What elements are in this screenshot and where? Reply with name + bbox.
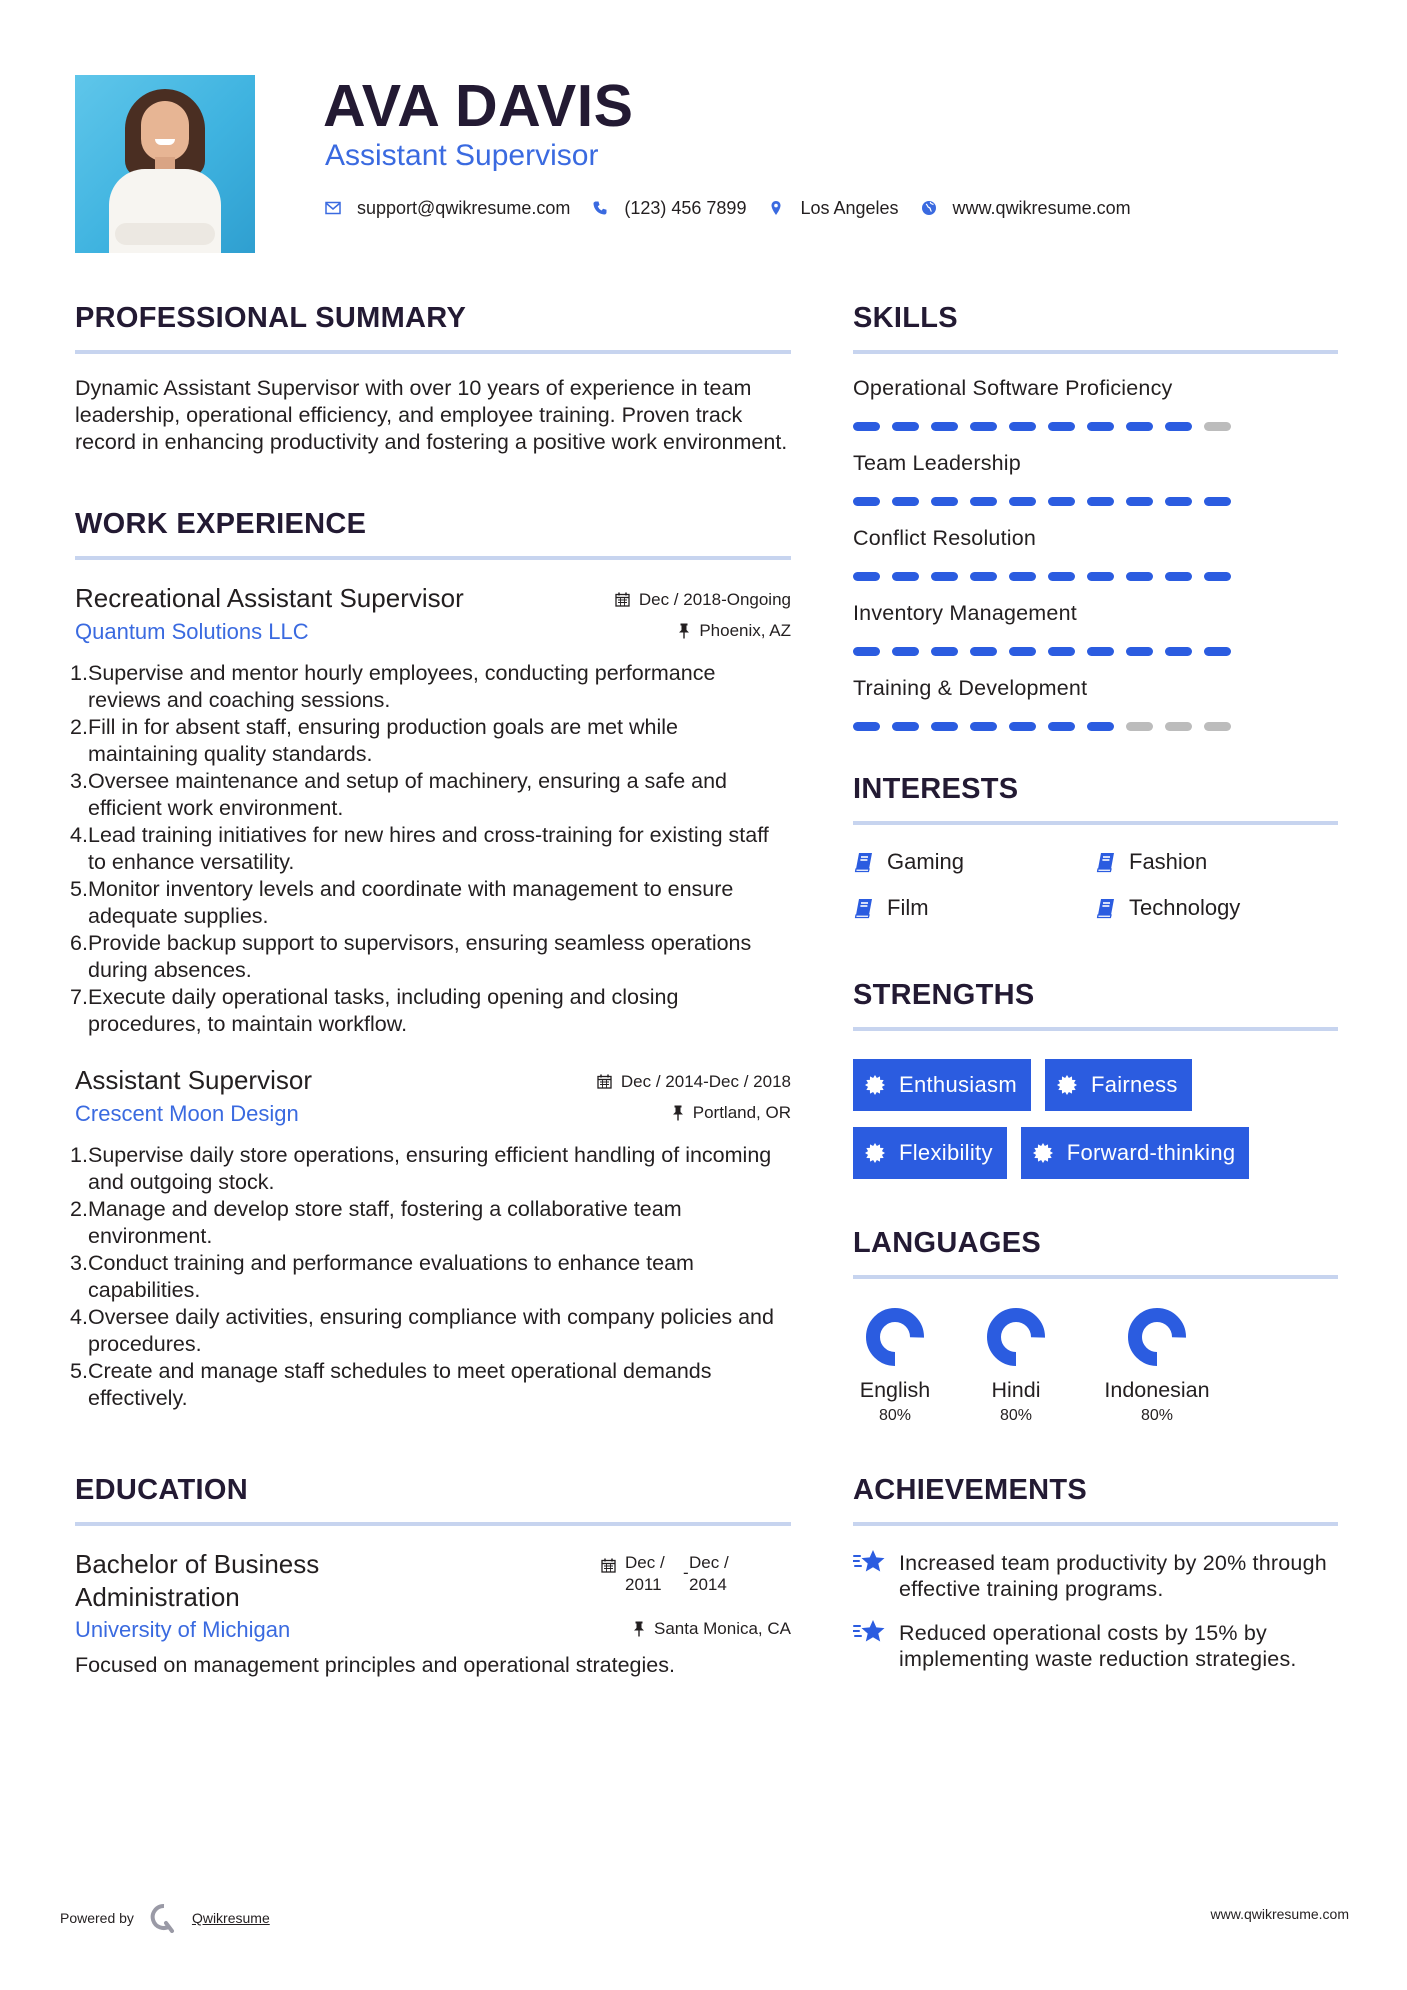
achievement-text: Reduced operational costs by 15% by implementing waste reduction strategies. bbox=[899, 1621, 1297, 1671]
calendar-icon bbox=[615, 592, 630, 607]
language-percent: 80% bbox=[999, 1407, 1033, 1424]
website-text: www.qwikresume.com bbox=[952, 197, 1131, 218]
section-heading-experience: WORK EXPERIENCE bbox=[75, 508, 367, 540]
skill-dash-filled bbox=[892, 572, 919, 581]
skill-dash-filled bbox=[1048, 422, 1075, 431]
star-icon bbox=[853, 1550, 899, 1602]
section-heading-interests: INTERESTS bbox=[853, 773, 1019, 805]
candidate-name: AVA DAVIS bbox=[323, 73, 634, 139]
summary-section bbox=[75, 300, 791, 456]
skill-dash-empty bbox=[1204, 422, 1231, 431]
skill-dash-filled bbox=[892, 647, 919, 656]
interest-item bbox=[853, 895, 1095, 921]
job-location-text: Portland, OR bbox=[692, 1103, 791, 1122]
section-heading-strengths: STRENGTHS bbox=[853, 979, 1035, 1011]
skill-dash-filled bbox=[1126, 572, 1153, 581]
pushpin-icon bbox=[672, 1105, 684, 1121]
job-responsibilities bbox=[70, 1142, 791, 1412]
language-item bbox=[853, 1307, 937, 1426]
section-heading-achievements: ACHIEVEMENTS bbox=[853, 1474, 1088, 1506]
interest-item bbox=[1095, 849, 1337, 875]
globe-icon bbox=[921, 200, 937, 216]
burst-icon bbox=[1033, 1143, 1067, 1163]
skill-dash-filled bbox=[1048, 497, 1075, 506]
section-divider bbox=[853, 821, 1338, 825]
list-item: 5. Create and manage staff schedules to meet operational demands effectively. bbox=[70, 1359, 712, 1410]
experience-section bbox=[70, 506, 791, 1412]
list-item: 2. Manage and develop store staff, fostering a collaborative team environment. bbox=[70, 1197, 682, 1248]
job-location bbox=[678, 621, 791, 641]
skill-dash-filled bbox=[892, 422, 919, 431]
interest-item bbox=[1095, 895, 1337, 921]
skill-dash-filled bbox=[853, 722, 880, 731]
language-ring-chart bbox=[986, 1307, 1046, 1367]
skill-dash-filled bbox=[1165, 647, 1192, 656]
qwikresume-link[interactable]: Qwikresume bbox=[191, 1910, 270, 1926]
interests-list bbox=[853, 849, 1338, 921]
summary-text: Dynamic Assistant Supervisor with over 10 years of experience in team leadership, operational efficiency, and employee training. Proven track record in enhancing productivity and fostering a positive work environment. bbox=[75, 376, 788, 454]
list-item: 3. Oversee maintenance and setup of machinery, ensuring a safe and efficient work environment. bbox=[70, 769, 728, 820]
section-divider bbox=[853, 1027, 1338, 1031]
achievement-item bbox=[853, 1550, 1338, 1602]
skill-dash-filled bbox=[892, 497, 919, 506]
skill-dash-filled bbox=[1126, 647, 1153, 656]
job-date bbox=[597, 1072, 791, 1092]
education-section bbox=[75, 1472, 791, 1679]
interest-item bbox=[853, 849, 1095, 875]
language-percent: 80% bbox=[1140, 1407, 1174, 1424]
skill-dash-filled bbox=[970, 647, 997, 656]
strengths-list bbox=[853, 1059, 1333, 1179]
pushpin-icon bbox=[678, 623, 690, 639]
skill-dash-filled bbox=[1087, 722, 1114, 731]
skill-name: Operational Software Proficiency bbox=[853, 376, 1173, 400]
skill-dash-filled bbox=[1048, 722, 1075, 731]
language-name: Hindi bbox=[991, 1378, 1041, 1402]
skill-dash-empty bbox=[1204, 722, 1231, 731]
powered-by-label: Powered by bbox=[60, 1910, 134, 1926]
skill-level-bar bbox=[853, 422, 1338, 431]
strength-badge bbox=[1021, 1127, 1250, 1179]
qwikresume-logo-icon bbox=[150, 1903, 178, 1933]
calendar-icon bbox=[601, 1558, 616, 1573]
skill-dash-filled bbox=[1009, 572, 1036, 581]
book-icon bbox=[853, 851, 887, 873]
language-ring-chart bbox=[865, 1307, 925, 1367]
education-location bbox=[633, 1619, 791, 1639]
burst-icon bbox=[865, 1075, 899, 1095]
star-icon bbox=[853, 1620, 899, 1672]
interest-label: Gaming bbox=[887, 849, 965, 874]
calendar-icon bbox=[597, 1074, 612, 1089]
section-divider bbox=[853, 350, 1338, 354]
school-name: University of Michigan bbox=[75, 1617, 291, 1642]
skill-dash-filled bbox=[1087, 497, 1114, 506]
job-title: Assistant Supervisor bbox=[75, 1065, 312, 1095]
section-divider bbox=[75, 350, 791, 354]
skill-dash-filled bbox=[970, 572, 997, 581]
job-entry bbox=[70, 582, 791, 1038]
skill-dash-filled bbox=[1204, 572, 1231, 581]
skill-dash-filled bbox=[1048, 647, 1075, 656]
phone-icon bbox=[592, 200, 608, 216]
skill-dash-empty bbox=[1126, 722, 1153, 731]
skill-name: Training & Development bbox=[853, 676, 1088, 700]
section-divider bbox=[853, 1275, 1338, 1279]
languages-section bbox=[853, 1225, 1338, 1426]
list-item: 5. Monitor inventory levels and coordinate with management to ensure adequate supplies. bbox=[70, 877, 734, 928]
achievements-list bbox=[853, 1550, 1338, 1672]
pushpin-icon bbox=[633, 1621, 645, 1637]
skill-dash-filled bbox=[1165, 422, 1192, 431]
strengths-section bbox=[853, 977, 1338, 1179]
skill-dash-filled bbox=[1126, 422, 1153, 431]
skill-item bbox=[853, 600, 1338, 656]
left-column bbox=[70, 300, 791, 1679]
list-item: 3. Conduct training and performance evaluations to enhance team capabilities. bbox=[70, 1251, 694, 1302]
contact-location bbox=[768, 198, 898, 219]
skill-dash-filled bbox=[1009, 647, 1036, 656]
strength-label: Flexibility bbox=[899, 1140, 993, 1165]
section-heading-skills: SKILLS bbox=[853, 302, 958, 334]
footer-powered-by bbox=[60, 1903, 270, 1933]
burst-icon bbox=[865, 1143, 899, 1163]
company-name: Quantum Solutions LLC bbox=[75, 619, 309, 644]
skill-name: Team Leadership bbox=[853, 451, 1021, 475]
section-divider bbox=[75, 556, 791, 560]
skill-dash-filled bbox=[970, 722, 997, 731]
skill-dash-filled bbox=[970, 422, 997, 431]
skill-name: Conflict Resolution bbox=[853, 526, 1037, 550]
language-item bbox=[1095, 1307, 1219, 1426]
book-icon bbox=[1095, 897, 1129, 919]
skill-dash-filled bbox=[892, 722, 919, 731]
education-entry bbox=[75, 1548, 791, 1679]
skill-dash-filled bbox=[931, 722, 958, 731]
skill-dash-filled bbox=[1009, 722, 1036, 731]
skill-dash-filled bbox=[1009, 497, 1036, 506]
interests-section bbox=[853, 771, 1338, 921]
strength-label: Fairness bbox=[1090, 1072, 1178, 1097]
skill-name: Inventory Management bbox=[853, 601, 1077, 625]
list-item: 2. Fill in for absent staff, ensuring production goals are met while maintaining quality standards. bbox=[70, 715, 678, 766]
language-ring-chart bbox=[1127, 1307, 1187, 1367]
date-separator: - bbox=[683, 1563, 689, 1582]
skill-item bbox=[853, 525, 1338, 581]
skill-item bbox=[853, 450, 1338, 506]
list-item: 4. Oversee daily activities, ensuring compliance with company policies and procedures. bbox=[70, 1305, 774, 1356]
skill-dash-filled bbox=[1126, 497, 1153, 506]
skill-item bbox=[853, 675, 1338, 731]
education-start-date: Dec / 2011 bbox=[625, 1553, 665, 1594]
skill-level-bar bbox=[853, 647, 1338, 656]
skill-level-bar bbox=[853, 497, 1338, 506]
job-title: Recreational Assistant Supervisor bbox=[75, 583, 464, 613]
interest-label: Film bbox=[887, 895, 929, 920]
skill-dash-filled bbox=[1204, 497, 1231, 506]
degree-title: Bachelor of Business Administration bbox=[75, 1549, 320, 1612]
contact-row bbox=[325, 196, 1131, 220]
job-date-text: Dec / 2018-Ongoing bbox=[638, 589, 791, 609]
strength-badge bbox=[853, 1059, 1031, 1111]
languages-list bbox=[853, 1307, 1338, 1426]
location-text: Los Angeles bbox=[800, 197, 899, 218]
skill-dash-filled bbox=[1087, 572, 1114, 581]
achievement-text: Increased team productivity by 20% through effective training programs. bbox=[899, 1551, 1327, 1601]
education-end-date: Dec / 2014 bbox=[689, 1553, 729, 1594]
envelope-icon bbox=[325, 200, 341, 216]
job-date bbox=[615, 590, 791, 610]
map-pin-icon bbox=[768, 200, 784, 216]
education-location-text: Santa Monica, CA bbox=[653, 1619, 791, 1638]
list-item: 4. Lead training initiatives for new hires and cross-training for existing staff to enhance versatility. bbox=[70, 823, 769, 874]
email-text: support@qwikresume.com bbox=[357, 197, 571, 218]
skill-dash-filled bbox=[853, 647, 880, 656]
company-name: Crescent Moon Design bbox=[75, 1101, 299, 1126]
skill-level-bar bbox=[853, 722, 1338, 731]
skill-dash-filled bbox=[931, 497, 958, 506]
language-percent: 80% bbox=[878, 1407, 912, 1424]
contact-phone[interactable] bbox=[592, 198, 746, 219]
phone-text: (123) 456 7899 bbox=[624, 197, 747, 218]
interest-label: Technology bbox=[1129, 895, 1241, 920]
skill-level-bar bbox=[853, 572, 1338, 581]
footer-website-link[interactable]: www.qwikresume.com bbox=[1210, 1906, 1349, 1922]
list-item: 6. Provide backup support to supervisors, ensuring seamless operations during absences. bbox=[70, 931, 752, 982]
strength-badge bbox=[1045, 1059, 1192, 1111]
section-heading-education: EDUCATION bbox=[75, 1474, 248, 1506]
list-item: 7. Execute daily operational tasks, including opening and closing procedures, to maintain workflow. bbox=[70, 985, 679, 1036]
job-date-text: Dec / 2014-Dec / 2018 bbox=[620, 1071, 791, 1091]
job-entry bbox=[70, 1064, 791, 1412]
skill-dash-filled bbox=[853, 572, 880, 581]
skill-dash-filled bbox=[931, 572, 958, 581]
skill-dash-filled bbox=[1048, 572, 1075, 581]
skill-dash-empty bbox=[1165, 722, 1192, 731]
skill-dash-filled bbox=[1204, 647, 1231, 656]
right-column bbox=[853, 300, 1338, 1672]
skill-dash-filled bbox=[1165, 497, 1192, 506]
candidate-title: Assistant Supervisor bbox=[325, 139, 599, 172]
skill-dash-filled bbox=[1087, 422, 1114, 431]
interest-label: Fashion bbox=[1129, 849, 1208, 874]
book-icon bbox=[853, 897, 887, 919]
section-divider bbox=[853, 1522, 1338, 1526]
language-item bbox=[974, 1307, 1058, 1426]
education-description: Focused on management principles and operational strategies. bbox=[75, 1653, 675, 1677]
list-item: 1. Supervise daily store operations, ensuring efficient handling of incoming and outgoing stock. bbox=[70, 1143, 772, 1194]
strength-label: Enthusiasm bbox=[899, 1072, 1017, 1097]
skill-item bbox=[853, 375, 1338, 431]
skills-section bbox=[853, 300, 1338, 731]
language-name: English bbox=[859, 1378, 931, 1402]
job-responsibilities bbox=[70, 660, 791, 1038]
language-name: Indonesian bbox=[1104, 1378, 1210, 1402]
section-divider bbox=[75, 1522, 791, 1526]
contact-website[interactable] bbox=[921, 198, 1131, 219]
skill-dash-filled bbox=[853, 422, 880, 431]
skill-dash-filled bbox=[931, 647, 958, 656]
strength-label: Forward-thinking bbox=[1066, 1140, 1236, 1165]
book-icon bbox=[1095, 851, 1129, 873]
list-item: 1. Supervise and mentor hourly employees, conducting performance reviews and coaching sessions. bbox=[70, 661, 716, 712]
job-location bbox=[672, 1103, 791, 1123]
skill-dash-filled bbox=[931, 422, 958, 431]
contact-email[interactable] bbox=[325, 198, 570, 219]
skill-dash-filled bbox=[1009, 422, 1036, 431]
section-heading-summary: PROFESSIONAL SUMMARY bbox=[75, 302, 467, 334]
job-location-text: Phoenix, AZ bbox=[699, 621, 791, 640]
profile-photo bbox=[75, 75, 255, 253]
skill-dash-filled bbox=[1087, 647, 1114, 656]
achievements-section bbox=[853, 1472, 1338, 1672]
skill-dash-filled bbox=[970, 497, 997, 506]
achievement-item bbox=[853, 1620, 1338, 1672]
skills-list bbox=[853, 375, 1338, 731]
education-date bbox=[601, 1552, 751, 1614]
strength-badge bbox=[853, 1127, 1007, 1179]
skill-dash-filled bbox=[853, 497, 880, 506]
burst-icon bbox=[1057, 1075, 1091, 1095]
skill-dash-filled bbox=[1165, 572, 1192, 581]
section-heading-languages: LANGUAGES bbox=[853, 1227, 1041, 1259]
